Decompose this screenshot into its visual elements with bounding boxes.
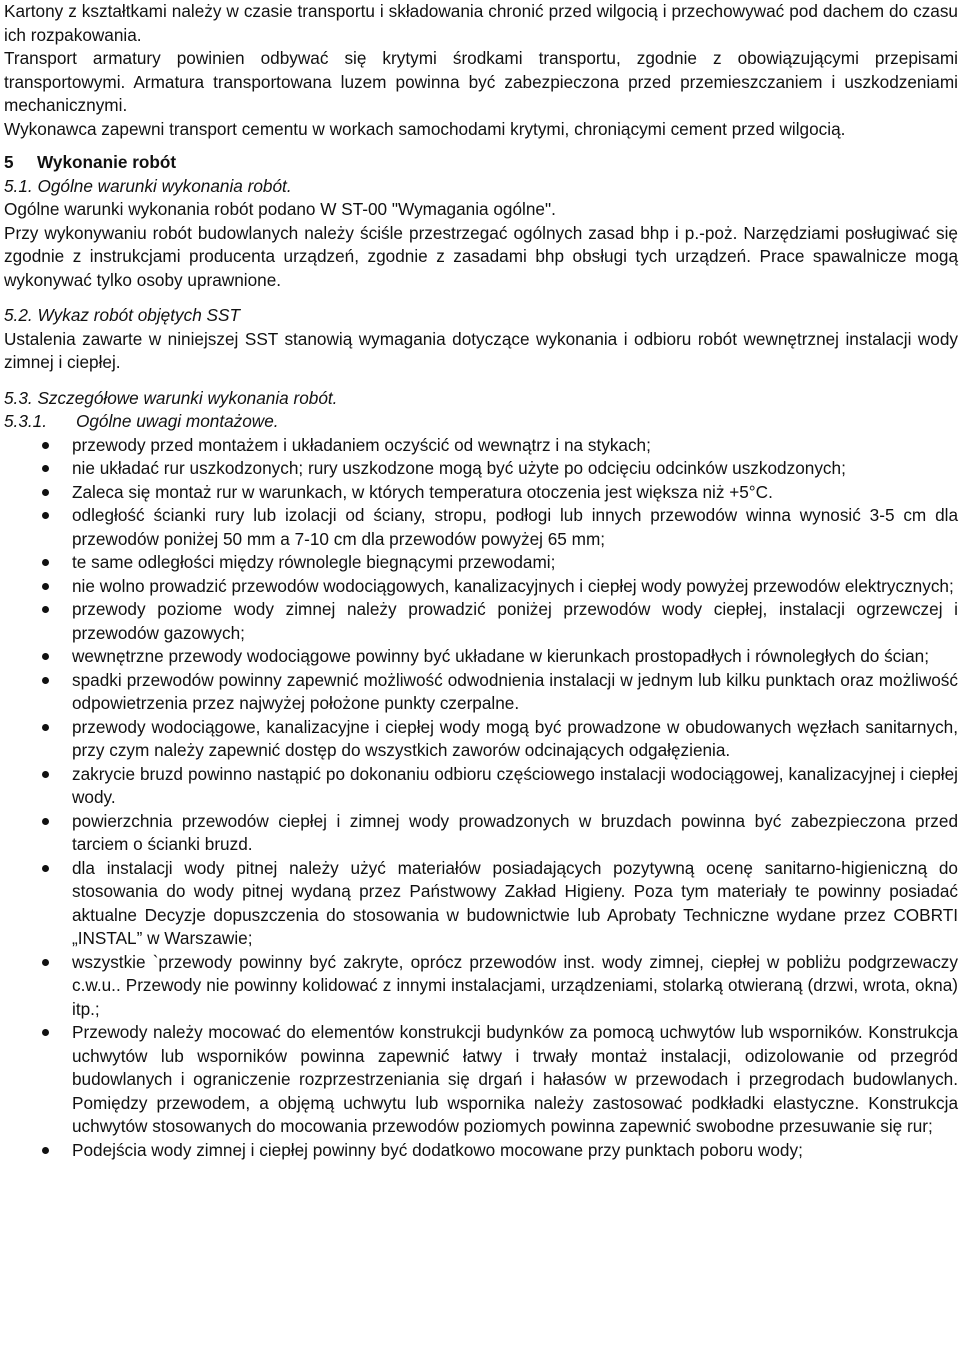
list-item xyxy=(4,645,958,669)
list-item xyxy=(4,457,958,481)
subsection-title: Szczegółowe warunki wykonania robót. xyxy=(37,387,338,408)
spacer xyxy=(4,375,958,387)
paragraph: Transport armatury powinien odbywać się krytymi środkami transportu, zgodnie z obowiązującymi przepisami transportowymi. Armatura transportowana luzem powinna być zabezpieczona przed przemieszczaniem i uszkodzeniami mechanicznymi. xyxy=(4,48,958,115)
list-item xyxy=(4,857,958,951)
list-item-text: przewody przed montażem i układaniem oczyścić od wewnątrz i na stykach; xyxy=(72,434,651,455)
list-item-text: spadki przewodów powinny zapewnić możliwość odwodnienia instalacji w jednym lub kilku punktach oraz możliwość odpowietrzenia przez najwyżej położone punkty czerpalne. xyxy=(72,669,958,713)
bullet-icon xyxy=(42,583,49,590)
subsection-number: 5.1. xyxy=(4,175,33,196)
subsection-title: Wykaz robót objętych SST xyxy=(37,305,240,325)
section-heading xyxy=(4,151,958,175)
section-title: Wykonanie robót xyxy=(37,152,177,172)
list-item-text: Przewody należy mocować do elementów konstrukcji budynków za pomocą uchwytów lub wsporników. Konstrukcja uchwytów lub wsporników powinna zapewnić łatwy i trwały montaż instalacji, odizolowanie od przegród budowlanych i ograniczenie rozprzestrzeniania się drgań i hałasów w przewodach i przegrodach budowlanych. Pomiędzy przewodem, a objęmą uchwytu lub wspornika należy zastosować podkładki elastyczne. Konstrukcja uchwytów stosowanych do mocowania przewodów poziomych powinna zapewnić swobodne przesuwanie się rur; xyxy=(72,1022,958,1136)
bullet-list xyxy=(4,434,958,1163)
bullet-icon xyxy=(42,465,49,472)
list-item xyxy=(4,1021,958,1139)
list-item-text: odległość ścianki rury lub izolacji od ściany, stropu, podłogi lub innych przewodów winna wynosić 3-5 cm dla przewodów poniżej 50 mm a 7-10 cm dla przewodów powyżej 65 mm; xyxy=(72,505,958,549)
list-item-text: powierzchnia przewodów ciepłej i zimnej wody prowadzonych w bruzdach powinna być zabezpieczona przed tarciem o ścianki bruzd. xyxy=(72,810,958,854)
bullet-icon xyxy=(42,818,49,825)
list-item xyxy=(4,716,958,763)
subsection-heading xyxy=(4,304,958,328)
list-item-text: Podejścia wody zimnej i ciepłej powinny być dodatkowo mocowane przy punktach poboru wody; xyxy=(72,1139,803,1160)
section-number: 5 xyxy=(4,152,14,172)
paragraph: Kartony z kształtkami należy w czasie transportu i składowania chronić przed wilgocią i przechowywać pod dachem do czasu ich rozpakowania. xyxy=(4,1,958,45)
list-item xyxy=(4,763,958,810)
bullet-icon xyxy=(42,959,49,966)
subsection-title: Ogólne warunki wykonania robót. xyxy=(37,175,292,196)
list-item xyxy=(4,669,958,716)
list-item-text: nie wolno prowadzić przewodów wodociągowych, kanalizacyjnych i ciepłej wody powyżej przewodów elektrycznych; xyxy=(72,575,954,596)
list-item-text: wszystkie `przewody powinny być zakryte, oprócz przewodów inst. wody zimnej, ciepłej w pobliżu podgrzewaczy c.w.u.. Przewody nie powinny kolidować z innymi instalacjami, urządzeniami, stolarką otwieraną (drzwi, wrota, okna) itp.; xyxy=(72,951,958,1019)
list-item xyxy=(4,434,958,458)
subsection-number: 5.3.1. xyxy=(4,411,48,431)
subsection-heading xyxy=(4,410,958,434)
paragraph: Przy wykonywaniu robót budowlanych należy ściśle przestrzegać ogólnych zasad bhp i p.-poż. Narzędziami posługiwać się zgodnie z instrukcjami producenta urządzeń, zgodnie z zasadami bhp obsługi tych urządzeń. Prace spawalnicze mogą wykonywać tylko osoby uprawnione. xyxy=(4,222,958,290)
bullet-icon xyxy=(42,606,49,613)
list-item xyxy=(4,951,958,1022)
paragraph: Wykonawca zapewni transport cementu w workach samochodami krytymi, chroniącymi cement przed wilgocią. xyxy=(4,118,846,139)
list-item-text: dla instalacji wody pitnej należy użyć materiałów posiadających pozytywną ocenę sanitarno-higieniczną do stosowania do wody pitnej wydaną przez Państwowy Zakład Higieny. Poza tym materiały te powinny posiadać aktualne Decyzje dopuszczenia do stosowania w budownictwie lub Aprobaty Techniczne wydane przez COBRTI „INSTAL” w Warszawie; xyxy=(72,857,958,948)
bullet-icon xyxy=(42,771,49,778)
list-item-text: przewody wodociągowe, kanalizacyjne i ciepłej wody mogą być prowadzone w obudowanych węzłach sanitarnych, przy czym należy zapewnić dostęp do wszystkich zaworów odcinających odgałęzienia. xyxy=(72,716,958,760)
subsection-title: Ogólne uwagi montażowe. xyxy=(76,411,279,431)
bullet-icon xyxy=(42,559,49,566)
list-item xyxy=(4,575,958,599)
bullet-icon xyxy=(42,653,49,660)
bullet-icon xyxy=(42,865,49,872)
bullet-icon xyxy=(42,442,49,449)
bullet-icon xyxy=(42,512,49,519)
list-item-text: te same odległości między równolegle biegnącymi przewodami; xyxy=(72,552,556,572)
list-item xyxy=(4,1139,958,1163)
list-item xyxy=(4,810,958,857)
list-item xyxy=(4,481,958,505)
spacer xyxy=(4,292,958,304)
subsection-number: 5.3. xyxy=(4,387,33,408)
bullet-icon xyxy=(42,1029,49,1036)
bullet-icon xyxy=(42,1147,49,1154)
subsection-heading xyxy=(4,387,958,411)
list-item-text: Zaleca się montaż rur w warunkach, w których temperatura otoczenia jest większa niż +5°C. xyxy=(72,481,773,502)
bullet-icon xyxy=(42,677,49,684)
bullet-icon xyxy=(42,724,49,731)
list-item xyxy=(4,504,958,551)
list-item-text: zakrycie bruzd powinno nastąpić po dokonaniu odbioru częściowego instalacji wodociągowej, kanalizacyjnej i ciepłej wody. xyxy=(72,763,958,807)
subsection-heading xyxy=(4,175,958,199)
subsection-number: 5.2. xyxy=(4,305,33,325)
bullet-icon xyxy=(42,489,49,496)
paragraph: Ustalenia zawarte w niniejszej SST stanowią wymagania dotyczące wykonania i odbioru robót wewnętrznej instalacji wody zimnej i ciepłej. xyxy=(4,328,958,372)
list-item xyxy=(4,551,958,575)
list-item-text: wewnętrzne przewody wodociągowe powinny być układane w kierunkach prostopadłych i równoległych do ścian; xyxy=(72,646,929,666)
list-item-text: przewody poziome wody zimnej należy prowadzić poniżej przewodów wody ciepłej, instalacji ogrzewczej i przewodów gazowych; xyxy=(72,599,958,643)
list-item xyxy=(4,598,958,645)
list-item-text: nie układać rur uszkodzonych; rury uszkodzone mogą być użyte po odcięciu odcinków uszkodzonych; xyxy=(72,458,846,478)
paragraph: Ogólne warunki wykonania robót podano W ST-00 "Wymagania ogólne". xyxy=(4,199,556,219)
